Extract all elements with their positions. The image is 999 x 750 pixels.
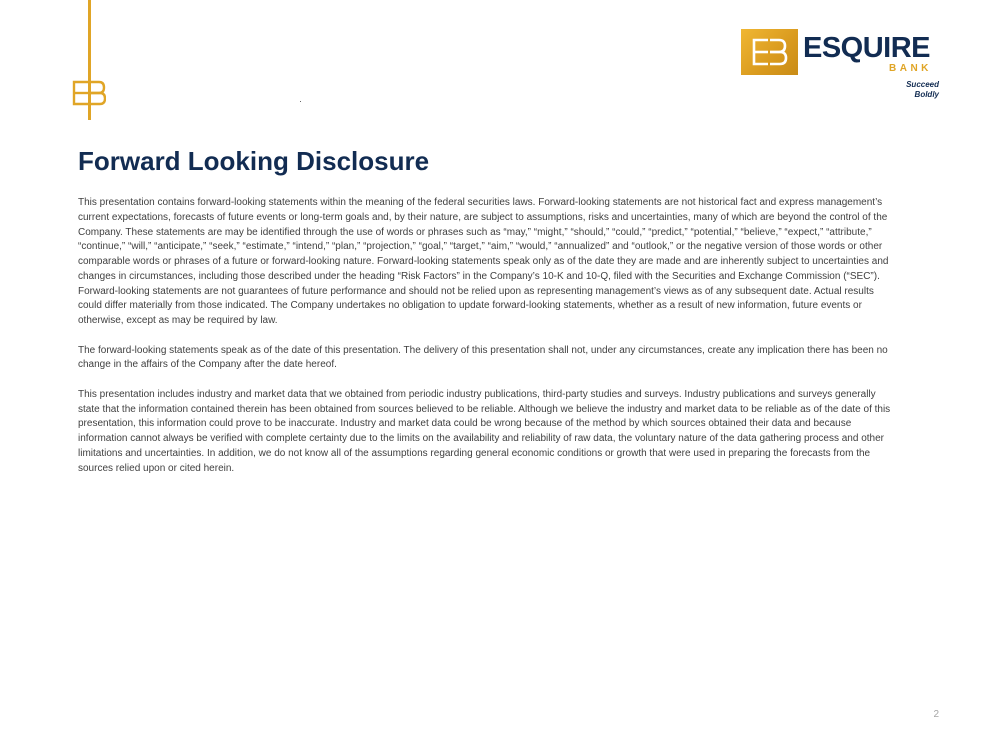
logo-emblem — [741, 29, 798, 75]
logo-subtitle: BANK — [889, 63, 932, 74]
stray-dot — [300, 101, 301, 102]
eb-monogram-icon — [72, 80, 106, 106]
esquire-bank-logo — [741, 29, 941, 99]
logo-wordmark: ESQUIRE — [803, 32, 931, 64]
disclosure-paragraph-2: The forward-looking statements speak as of the date of this presentation. The delivery of this presentation shall not, under any circumstances, create any implication there has been no change in the affairs of the Company after the date hereof. — [78, 344, 888, 371]
disclosure-body — [78, 196, 898, 491]
logo-tagline: Succeed Boldly — [906, 80, 939, 99]
disclosure-paragraph-3: This presentation includes industry and market data that we obtained from periodic industry publications, third-party studies and surveys. Industry publications and surveys generally state that the information contained therein has been obtained from sources believed to be reliable. Although we believe the industry and market data to be reliable as of the date of this presentation, this information could prove to be inaccurate. Industry and market data could be wrong because of the method by which sources obtained their data and because information cannot always be verified with complete certainty due to the limits on the availability and reliability of raw data, the voluntary nature of the data gathering process and other limitations and uncertainties. In addition, we do not know all of the assumptions regarding general economic conditions or growth that were used in preparing the forecasts from the sources relied upon or cited herein. — [78, 388, 891, 474]
slide-title: Forward Looking Disclosure — [78, 146, 430, 176]
eb-emblem-icon — [741, 29, 798, 75]
page-number: 2 — [933, 709, 939, 720]
disclosure-paragraph-1: This presentation contains forward-looking statements within the meaning of the federal securities laws. Forward-looking statements are not historical fact and express management’s current expectations, forecasts of future events or long-term goals and, by their nature, are subject to assumptions, risks and uncertainties, many of which are beyond the control of the Company. These statements are may be identified through the use of words or phrases such as “may,” “might,” “should,” “could,” “predict,” “potential,” “believe,” “expect,” “attribute,” “continue,” “will,” “anticipate,” “seek,” “estimate,” “intend,” “plan,” “projection,” “goal,” “target,” “aim,” “would,” “annualized” and “outlook,” or the negative version of those words or other comparable words or phrases of a future or forward-looking nature. Forward-looking statements speak only as of the date they are made and are inherently subject to uncertainties and changes in circumstances, including those described under the heading “Risk Factors” in the Company’s 10-K and 10-Q, filed with the Securities and Exchange Commission (“SEC”). Forward-looking statements are not guarantees of future performance and should not be relied upon as representing management’s views as of any subsequent date. Actual results could differ materially from those indicated. The Company undertakes no obligation to update forward-looking statements, whether as a result of new information, future events or otherwise, except as may be required by law. — [78, 197, 889, 326]
